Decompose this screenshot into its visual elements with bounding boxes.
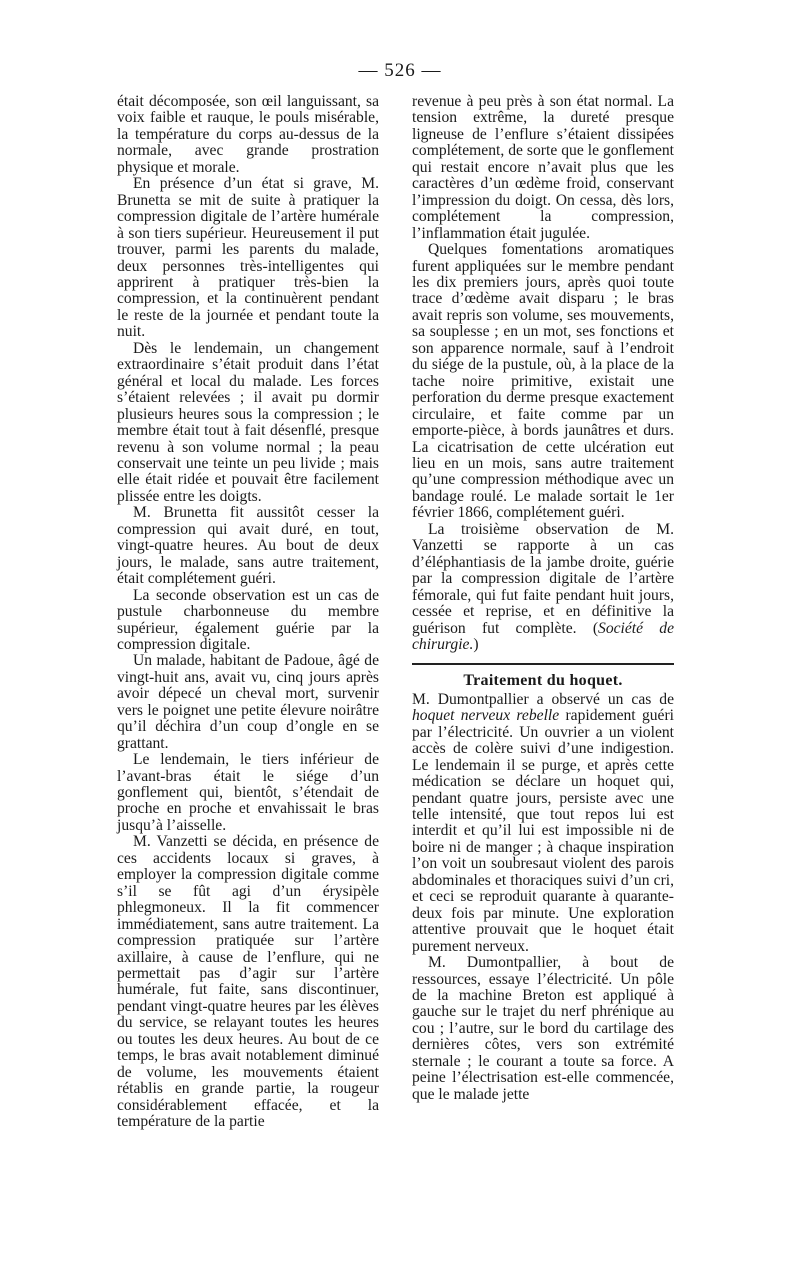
left-paragraph-4: M. Brunetta fit aussitôt cesser la compression qui avait duré, en tout, vingt-quatre heures. Au bout de deux jours, le malade, sans autre traitement, était complétement guéri. (117, 504, 379, 588)
section-heading: Traitement du hoquet. (463, 672, 623, 690)
right-column (412, 94, 674, 1103)
section-intro-italic: hoquet nerveux rebelle (412, 707, 560, 725)
left-paragraph-2: En présence d’un état si grave, M. Brunetta se mit de suite à pratiquer la compression digitale de l’artère humérale à son tiers supérieur. Heureusement il put trouver, parmi les parents du malade, deux personnes très-intelligentes qui apprirent à pratiquer très-bien la compression, et la continuèrent pendant le reste de la journée et pendant toute la nuit. (117, 175, 379, 341)
page-number: — 526 — (358, 60, 442, 81)
closing-paragraph-suffix: ) (473, 635, 479, 653)
section-intro-prefix: M. Dumontpallier a observé un cas de (412, 690, 674, 708)
right-paragraph-2: Quelques fomentations aromatiques furent appliquées sur le membre pendant les dix premiers jours, après quoi toute trace d’œdème avait disparu ; le bras avait repris son volume, ses mouvements, sa souplesse ; en un mot, ses fonctions et son apparence normale, sauf à l’endroit du siége de la pustule, où, à la place de la tache noire primitive, existait une perforation du derme presque exactement circulaire, et faite comme par un emporte-pièce, à bords jaunâtres et durs. La cicatrisation de cette ulcération eut lieu en un mois, sans autre traitement qu’une compression méthodique avec un bandage roulé. Le malade sortait le 1er février 1866, complétement guéri. (412, 241, 674, 522)
section-divider (412, 663, 674, 665)
closing-paragraph-text: La troisième observation de M. Vanzetti se rapporte à un cas d’éléphantiasis de la jambe droite, guérie par la compression digitale de l’artère fémorale, qui fut faite pendant huit jours, cessée et reprise, et en définitive la guérison fut complète. ( (412, 520, 674, 637)
left-paragraph-7: Le lendemain, le tiers inférieur de l’avant-bras était le siége d’un gonflement qui, bientôt, s’étendait de proche en proche et envahissait le bras jusqu’à l’aisselle. (117, 751, 379, 834)
right-paragraph-1: revenue à peu près à son état normal. La tension extrême, la dureté presque ligneuse de l’enflure s’étaient dissipées complétement, de sorte que le gonflement qui restait encore n’avait plus que les caractères d’un œdème froid, conservant l’impression du doigt. On cessa, dès lors, complétement la compression, l’inflammation était jugulée. (412, 93, 674, 242)
left-paragraph-3: Dès le lendemain, un changement extraordinaire s’était produit dans l’état général et local du malade. Les forces s’étaient relevées ; il avait pu dormir plusieurs heures sous la compression ; le membre était tout à fait désenflé, presque revenu à son volume normal ; la peau conservait une teinte un peu livide ; mais elle était ridée et pouvait être facilement plissée entre les doigts. (117, 339, 379, 505)
left-column (117, 94, 379, 1131)
left-paragraph-8: M. Vanzetti se décida, en présence de ces accidents locaux si graves, à employer la compression digitale comme s’il se fût agi d’un érysipèle phlegmoneux. Il la fit commencer immédiatement, sans autre traitement. La compression pratiquée sur l’artère axillaire, à cause de l’enflure, qui ne permettait pas d’agir sur l’artère humérale, fut faite, sans discontinuer, pendant vingt-quatre heures par les élèves du service, se relayant toutes les heures ou toutes les deux heures. Au bout de ce temps, le bras avait notablement diminué de volume, les mouvements étaient rétablis en grande partie, la rougeur considérablement effacée, et la température de la partie (117, 833, 379, 1131)
left-paragraph-6: Un malade, habitant de Padoue, âgé de vingt-huit ans, avait vu, cinq jours après avoir dépecé un cheval mort, survenir vers le poignet une petite élevure noirâtre qu’il déchira d’un coup d’ongle en se grattant. (117, 652, 379, 752)
section-intro-paragraph (412, 692, 674, 955)
citation: Société de chirurgie. (412, 619, 675, 653)
final-paragraph: M. Dumontpallier, à bout de ressources, essaye l’électricité. Un pôle de la machine Breton est appliqué à gauche sur le trajet du nerf phrénique au cou ; l’autre, sur le bord du cartilage des dernières côtes, vers son extrémité sternale ; le courant a toute sa force. A peine l’électrisation est-elle commencée, que le malade jette (412, 954, 674, 1103)
left-paragraph-5: La seconde observation est un cas de pustule charbonneuse du membre supérieur, également guérie par la compression digitale. (117, 586, 379, 653)
right-paragraph-3 (412, 522, 674, 654)
left-paragraph-1: était décomposée, son œil languissant, sa voix faible et rauque, le pouls misérable, la température du corps au-dessus de la normale, avec grande prostration physique et morale. (117, 93, 379, 176)
section-intro-suffix: rapidement guéri par l’électricité. Un ouvrier a un violent accès de colère suivi d’une indigestion. Le lendemain il se purge, et après cette médication se déclare un hoquet qui, pendant quatre jours, persiste avec une telle intensité, que tout repos lui est interdit et qu’il lui est impossible ni de boire ni de manger ; à chaque inspiration l’on voit un soubresaut violent des parois abdominales et thoraciques suivi d’un cri, et ceci se reproduit quarante à quarante-deux fois par minute. Une exploration attentive prouvait que le hoquet était purement nerveux. (412, 707, 674, 955)
